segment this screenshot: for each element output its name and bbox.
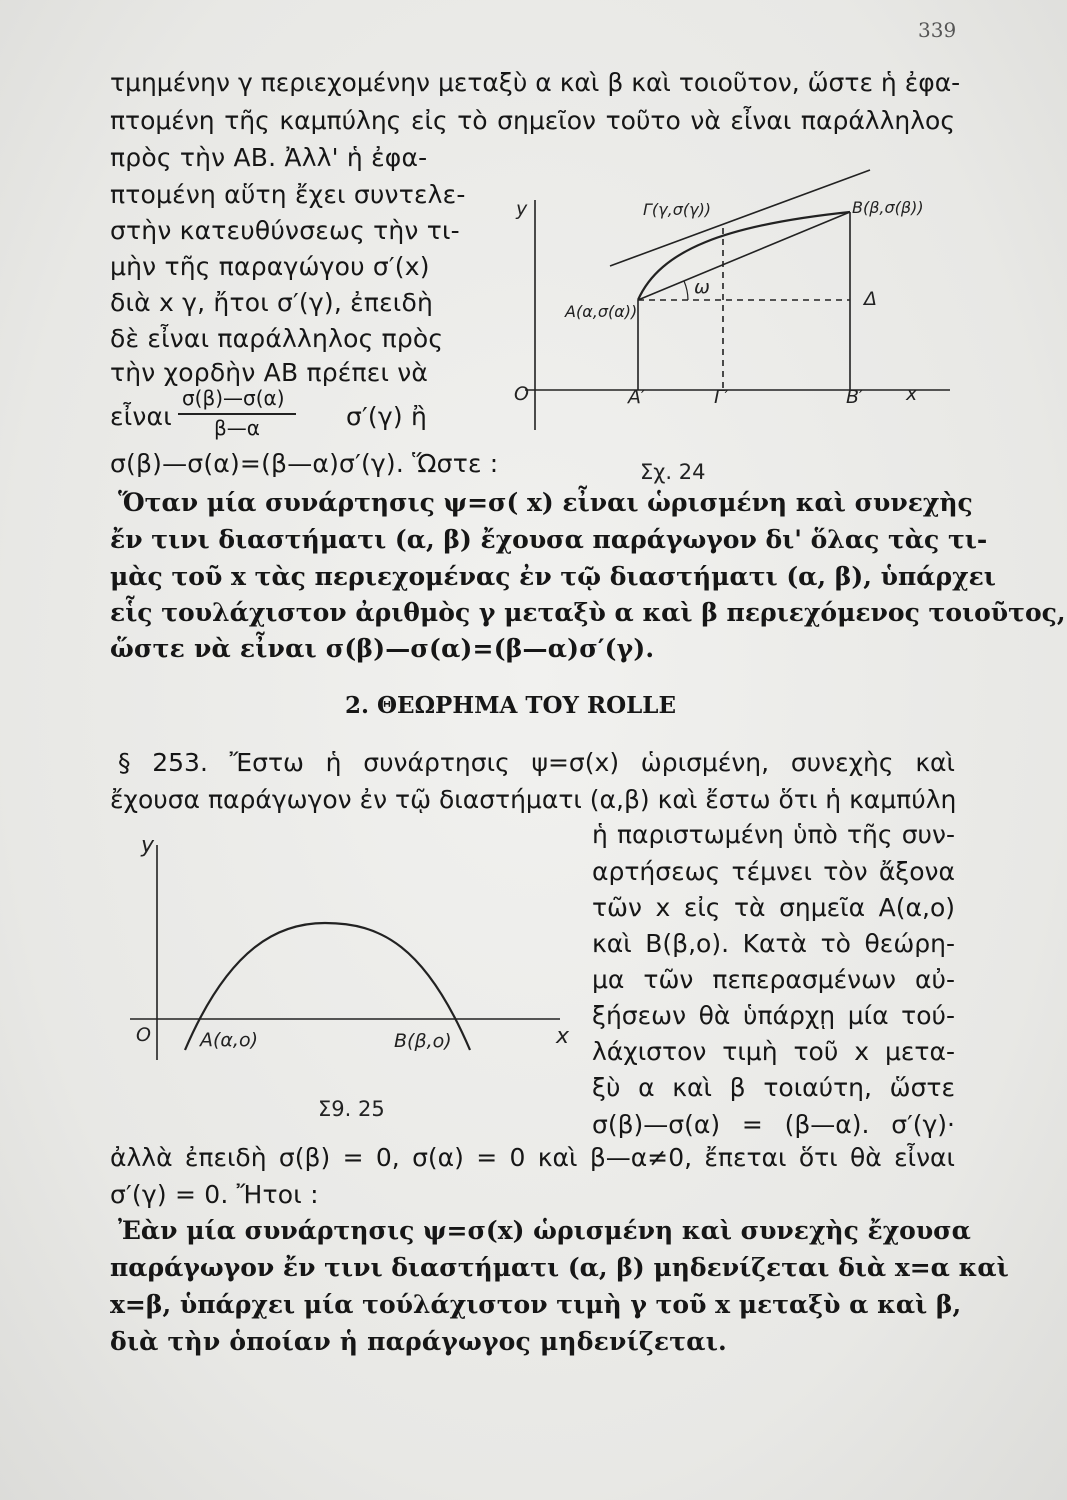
fraction-numerator: σ(β)—σ(α) <box>182 386 285 410</box>
fig24-origin-label: O <box>514 383 529 405</box>
fig24-x-label: x <box>906 383 918 405</box>
text-line: ξὺ α καὶ β τοιαύτη, ὥστε <box>592 1073 955 1102</box>
section-heading: 2. ΘΕΩΡΗΜΑ ΤΟΥ ROLLE <box>345 692 676 719</box>
text-line: σ(β)—σ(α)=(β—α)σ′(γ). Ὥστε : <box>110 449 499 478</box>
text-line: αρτήσεως τέμνει τὸν ἄξονα <box>592 857 955 886</box>
fig25-x-label: x <box>556 1024 570 1049</box>
fraction-denominator: β—α <box>214 416 260 440</box>
chord-AB <box>638 212 850 300</box>
angle-arc <box>684 281 688 300</box>
text-line: μα τῶν πεπερασμένων αὐ- <box>592 965 955 994</box>
theorem-line: παράγωγον ἔν τινι διαστήματι (α, β) μηδενίζεται διὰ x=α καὶ <box>110 1253 1009 1282</box>
fig24-angle-label: ω <box>694 276 710 298</box>
text-line: ξήσεων θὰ ὑπάρχῃ μία τού- <box>592 1001 955 1030</box>
text-line: πτομένη τῆς καμπύλης εἰς τὸ σημεῖον τοῦτο νὰ εἶναι παράλληλος <box>110 106 955 135</box>
text-line: μὴν τῆς παραγώγου σ′(x) <box>110 252 430 281</box>
fig24-y-label: y <box>516 198 528 220</box>
text-line: στὴν κατευθύνσεως τὴν τι- <box>110 216 460 245</box>
theorem-line: ἔν τινι διαστήματι (α, β) ἔχουσα παράγωγον δι' ὅλας τὰς τι- <box>110 525 988 554</box>
text-line: ἀλλὰ ἐπειδὴ σ(β) = 0, σ(α) = 0 καὶ β—α≠0, ἔπεται ὅτι θὰ εἶναι <box>110 1143 955 1172</box>
fig24-caption: Σχ. 24 <box>640 460 706 484</box>
text-line: σ(β)—σ(α) = (β—α). σ′(γ)· <box>592 1110 955 1139</box>
text-line: σ′(γ) ἢ <box>346 402 428 431</box>
fig25-y-label: y <box>141 833 155 858</box>
text-line: σ′(γ) = 0. Ἤτοι : <box>110 1180 319 1209</box>
text-line: εἶναι <box>110 402 172 431</box>
text-line: πρὸς τὴν ΑΒ. Ἀλλ' ἡ ἐφα- <box>110 143 428 172</box>
text-line: ἡ παριστωμένη ὑπὸ τῆς συν- <box>592 820 955 849</box>
fig24-foot-G: Γ′ <box>714 386 729 408</box>
theorem-line: εἷς τουλάχιστον ἀριθμὸς γ μεταξὺ α καὶ β περιεχόμενος τοιοῦτος, <box>110 598 1066 627</box>
fig24-gamma-label: Γ(γ,σ(γ)) <box>643 200 712 219</box>
theorem-line: μὰς τοῦ x τὰς περιεχομένας ἐν τῷ διαστήματι (α, β), ὑπάρχει <box>110 562 996 591</box>
text-line: δὲ εἶναι παράλληλος πρὸς <box>110 324 444 353</box>
theorem-line: Ἐὰν μία συνάρτησις ψ=σ(x) ὡρισμένη καὶ συνεχὴς ἔχουσα <box>118 1216 971 1245</box>
text-line: καὶ Β(β,ο). Κατὰ τὸ θεώρη- <box>592 929 955 958</box>
text-line: λάχιστον τιμὴ τοῦ x μετα- <box>592 1037 955 1066</box>
theorem-line: Ὅταν μία συνάρτησις ψ=σ( x) εἶναι ὡρισμένη καὶ συνεχὴς <box>118 488 973 517</box>
page-number: 339 <box>918 18 957 42</box>
fig24-delta-label: Δ <box>864 288 877 310</box>
fig25-origin-label: O <box>136 1024 151 1046</box>
figure-25-diagram <box>120 835 580 1065</box>
text-line: § 253. Ἔστω ἡ συνάρτησις ψ=σ(x) ὡρισμένη, συνεχὴς καὶ <box>118 748 955 777</box>
text-line: διὰ x γ, ἤτοι σ′(γ), ἐπειδὴ <box>110 288 434 317</box>
text-line: τὴν χορδὴν ΑΒ πρέπει νὰ <box>110 358 429 387</box>
text-line: πτομένη αὕτη ἔχει συντελε- <box>110 180 466 209</box>
fig25-A-label: Α(α,ο) <box>200 1029 259 1051</box>
fig25-caption: Σ9. 25 <box>318 1097 385 1121</box>
fig24-foot-B: Β′ <box>846 386 864 408</box>
fig24-A-label: Α(α,σ(α)) <box>565 302 638 321</box>
fig25-B-label: Β(β,ο) <box>394 1030 452 1052</box>
theorem-line: ὥστε νὰ εἶναι σ(β)—σ(α)=(β—α)σ′(γ). <box>110 634 655 663</box>
text-line: τῶν x εἰς τὰ σημεῖα Α(α,ο) <box>592 893 955 922</box>
fig24-B-label: Β(β,σ(β)) <box>852 198 924 217</box>
fraction-bar <box>178 413 296 415</box>
text-line: ἔχουσα παράγωγον ἐν τῷ διαστήματι (α,β) καὶ ἔστω ὅτι ἡ καμπύλη <box>110 785 957 814</box>
theorem-line: x=β, ὑπάρχει μία τούλάχιστον τιμὴ γ τοῦ x μεταξὺ α καὶ β, <box>110 1290 962 1319</box>
theorem-line: διὰ τὴν ὁποίαν ἡ παράγωγος μηδενίζεται. <box>110 1327 727 1356</box>
text-line: τμημένην γ περιεχομένην μεταξὺ α καὶ β καὶ τοιοῦτον, ὥστε ἡ ἐφα- <box>110 68 961 97</box>
fig24-foot-A: Α′ <box>628 386 646 408</box>
